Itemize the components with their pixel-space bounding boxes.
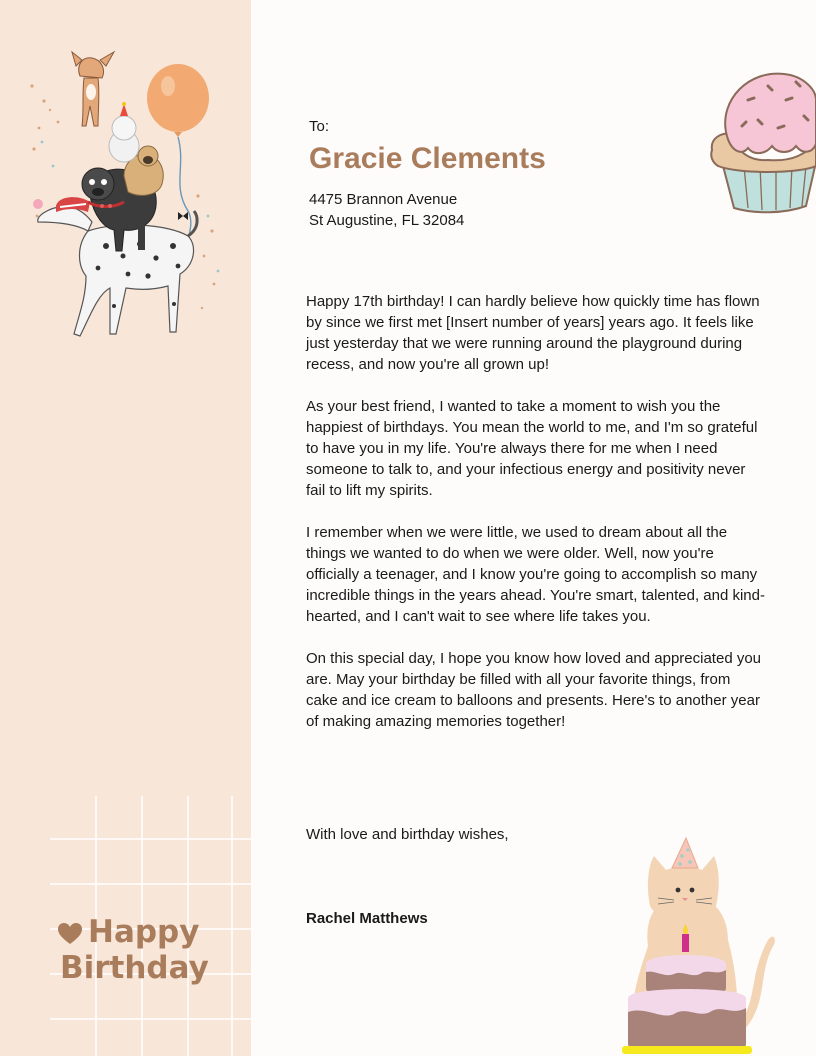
signature-name: Rachel Matthews [306,910,428,927]
sidebar-panel [0,0,251,1056]
cat-with-cake-illustration [618,836,778,1056]
to-label: To: [309,118,330,135]
chihuahua-dog [72,52,114,126]
letter-paragraph: I remember when we were little, we used to dream about all the things we wanted to do when we were older. Well, now you're officially a teenager, and I know you're going to accomplish so many incredible things in the years ahead. You're smart, talented, and kind-hearted, and I can't wait to see where life takes you. [306,524,765,625]
heart-icon [58,923,84,945]
recipient-name: Gracie Clements [309,142,546,175]
letter-closing: With love and birthday wishes, [306,826,509,843]
letter-paragraph: On this special day, I hope you know how loved and appreciated you are. May your birthday be filled with all your favorite things, from cake and ice cream to balloons and presents. Here's to another year of making amazing memories together! [306,650,762,730]
address-line-1: 4475 Brannon Avenue [309,191,458,208]
white-pomeranian-dog [109,102,139,162]
banner-line-1: Happy [88,914,200,950]
address-line-2: St Augustine, FL 32084 [309,212,465,229]
cupcake-icon [708,70,816,215]
banner-line-2: Birthday [60,950,209,986]
letter-paragraph: Happy 17th birthday! I can hardly believe how quickly time has flown by since we first met [Insert number of years] years ago. It feels like just yesterday that we were running around the playground during recess, and now you're all grown up! [306,293,760,373]
letter-body [306,291,766,753]
happy-birthday-banner [58,914,209,986]
dog-stack-illustration [28,46,224,346]
recipient-address [309,189,464,231]
letter-paragraph: As your best friend, I wanted to take a moment to wish you the happiest of birthdays. You mean the world to me, and I'm so grateful to have you in my life. You're always there for me when I need someone to talk to, and your infectious energy and positivity never fail to lift my spirits. [306,398,758,499]
